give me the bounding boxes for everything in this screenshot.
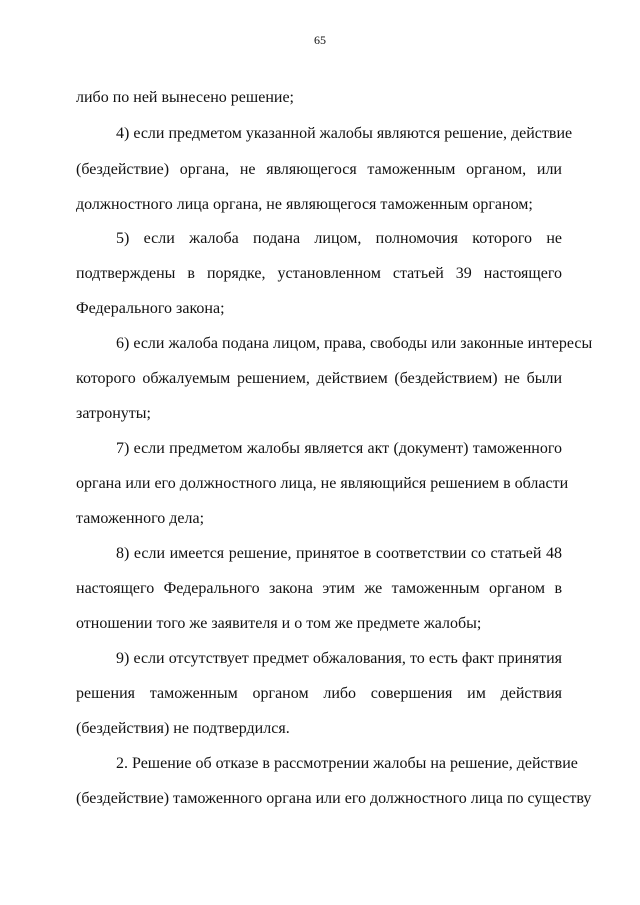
text-line: 6) если жалоба подана лицом, права, свободы или законные интересы [116, 335, 593, 352]
text-line: решения таможенным органом либо совершения им действия [76, 685, 562, 702]
text-line: (бездействие) органа, не являющегося таможенным органом, или [76, 161, 562, 178]
text-line: отношении того же заявителя и о том же предмете жалобы; [76, 615, 482, 632]
text-line: настоящего Федерального закона этим же таможенным органом в [76, 580, 562, 597]
text-line: 5) если жалоба подана лицом, полномочия которого не [116, 230, 562, 247]
text-line: Федерального закона; [76, 300, 225, 317]
text-line: таможенного дела; [76, 510, 205, 527]
text-line: подтверждены в порядке, установленном статьей 39 настоящего [76, 265, 562, 282]
text-line: 7) если предметом жалобы является акт (документ) таможенного [116, 440, 562, 457]
page-number: 65 [314, 33, 326, 47]
text-line: органа или его должностного лица, не являющийся решением в области [76, 475, 569, 492]
text-line: 2. Решение об отказе в рассмотрении жалобы на решение, действие [116, 755, 578, 772]
text-line: 4) если предметом указанной жалобы являются решение, действие [116, 125, 573, 142]
text-line: либо по ней вынесено решение; [76, 89, 294, 106]
text-line: которого обжалуемым решением, действием (бездействием) не были [76, 370, 562, 387]
text-line: должностного лица органа, не являющегося таможенным органом; [76, 196, 533, 213]
text-line: 9) если отсутствует предмет обжалования, то есть факт принятия [116, 650, 562, 667]
text-line: затронуты; [76, 405, 151, 422]
text-line: (бездействие) таможенного органа или его должностного лица по существу [76, 790, 592, 807]
text-line: 8) если имеется решение, принятое в соответствии со статьей 48 [116, 545, 562, 562]
text-line: (бездействия) не подтвердился. [76, 720, 290, 737]
